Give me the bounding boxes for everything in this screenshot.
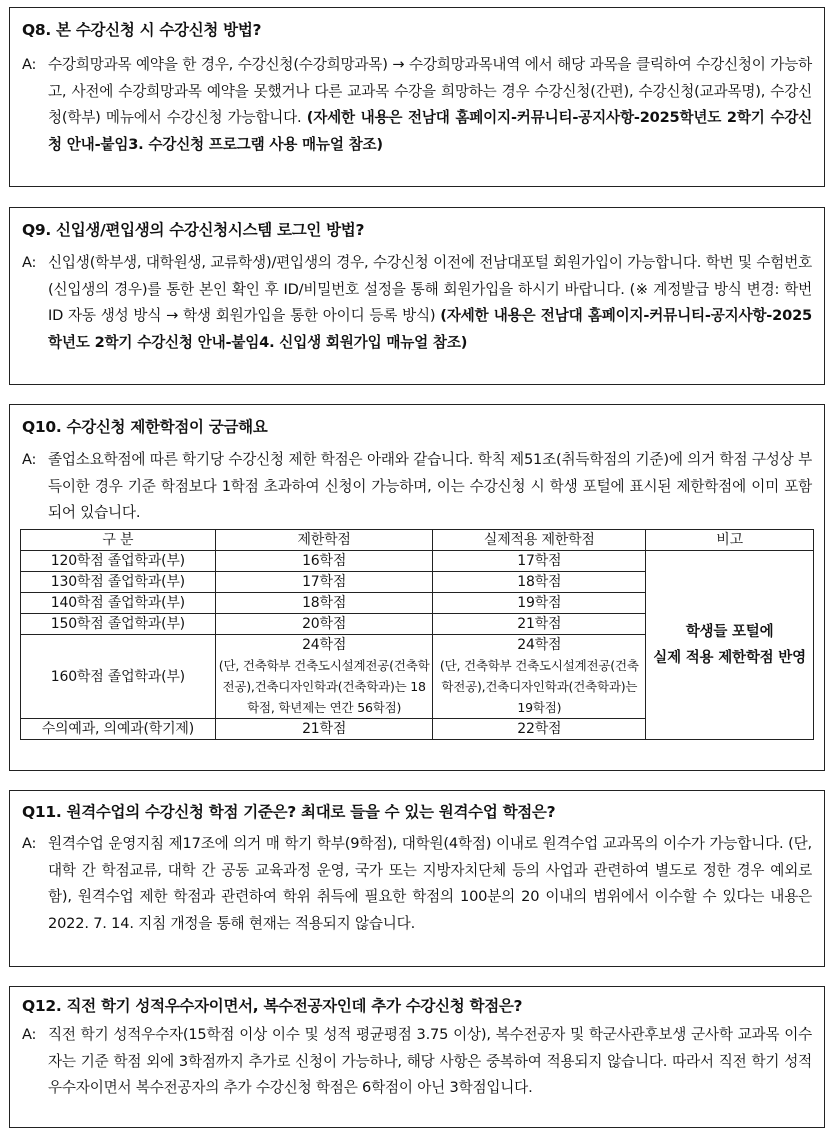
cell-applied: 17학점	[433, 551, 646, 572]
question-title: Q9. 신입생/편입생의 수강신청시스템 로그인 방법?	[22, 221, 365, 239]
cell-limit: 20학점	[215, 614, 433, 635]
answer-text: 원격수업 운영지침 제17조에 의거 매 학기 학부(9학점), 대학원(4학점) 이내로 원격수업 교과목의 이수가 가능합니다. (단, 대학 간 학점교류, 대학 간 공동 교육과정 운영, 국가 또는 지방자치단체 등의 사업과 관련하여 별도로 정한 경우 예외로 함), 원격수업 제한 학점과 관련하여 학위 취득에 필요한 학점의 100분의 20 이내의 범위에서 이수할 수 있다는 내용은 2022. 7. 14. 지침 개정을 통해 현재는 적용되지 않습니다.	[48, 835, 812, 932]
table-header-row	[21, 530, 814, 551]
faq-q11	[9, 790, 825, 967]
note-line: 학생들 포털에	[685, 624, 774, 640]
cell-limit: 21학점	[215, 719, 433, 740]
faq-q10	[9, 404, 825, 771]
answer-label: A:	[22, 56, 37, 73]
applied-exception: (단, 건축학부 건축도시설계전공(건축학전공),건축디자인학과(건축학과)는 19학점)	[439, 658, 639, 715]
table-row	[21, 551, 814, 572]
header-note: 비고	[646, 530, 814, 551]
answer-label: A:	[22, 835, 37, 852]
answer	[22, 447, 812, 527]
cell-category: 150학점 졸업학과(부)	[21, 614, 216, 635]
limit-value: 24학점	[302, 637, 347, 653]
cell-limit: 17학점	[215, 572, 433, 593]
cell-limit	[215, 635, 433, 719]
question-title: Q8. 본 수강신청 시 수강신청 방법?	[22, 21, 262, 39]
answer-label: A:	[22, 254, 37, 271]
cell-applied: 21학점	[433, 614, 646, 635]
answer	[22, 250, 812, 356]
faq-q9	[9, 207, 825, 385]
cell-applied: 19학점	[433, 593, 646, 614]
header-applied: 실제적용 제한학점	[433, 530, 646, 551]
faq-q8	[9, 7, 825, 187]
cell-category: 120학점 졸업학과(부)	[21, 551, 216, 572]
answer-label: A:	[22, 451, 37, 468]
question-title: Q11. 원격수업의 수강신청 학점 기준은? 최대로 들을 수 있는 원격수업 학점은?	[22, 803, 556, 821]
answer	[22, 1022, 812, 1102]
cell-category: 140학점 졸업학과(부)	[21, 593, 216, 614]
question-title: Q12. 직전 학기 성적우수자이면서, 복수전공자인데 추가 수강신청 학점은?	[22, 997, 523, 1015]
cell-applied: 22학점	[433, 719, 646, 740]
answer	[22, 831, 812, 937]
cell-note	[646, 551, 814, 740]
question-title: Q10. 수강신청 제한학점이 궁금해요	[22, 418, 268, 436]
cell-category: 130학점 졸업학과(부)	[21, 572, 216, 593]
header-limit: 제한학점	[215, 530, 433, 551]
faq-q12	[9, 986, 825, 1128]
answer	[22, 52, 812, 158]
cell-category: 수의예과, 의예과(학기제)	[21, 719, 216, 740]
reference-note: (자세한 내용은 전남대 홈페이지-커뮤니티-공지사항-2025학년도 2학기 수강신청 안내-붙임4. 신입생 회원가입 매뉴얼 참조)	[48, 307, 812, 351]
header-category: 구 분	[21, 530, 216, 551]
cell-category: 160학점 졸업학과(부)	[21, 635, 216, 719]
answer-text: 신입생(학부생, 대학원생, 교류학생)/편입생의 경우, 수강신청 이전에 전남대포털 회원가입이 가능합니다. 학번 및 수험번호(신입생의 경우)를 통한 본인 확인 후 ID/비밀번호 설정을 통해 회원가입을 하시기 바랍니다. (※ 계정발급 방식 변경: 학번 ID 자동 생성 방식 → 학생 회원가입을 통한 아이디 등록 방식)	[48, 254, 812, 324]
cell-applied: 18학점	[433, 572, 646, 593]
answer-text: 직전 학기 성적우수자(15학점 이상 이수 및 성적 평균평점 3.75 이상), 복수전공자 및 학군사관후보생 군사학 교과목 이수자는 기준 학점 외에 3학점까지 추가로 신청이 가능하나, 해당 사항은 중복하여 적용되지 않습니다. 따라서 직전 학기 성적우수자이면서 복수전공자의 추가 수강신청 학점은 6학점이 아닌 3학점입니다.	[48, 1026, 812, 1096]
cell-limit: 16학점	[215, 551, 433, 572]
reference-note: (자세한 내용은 전남대 홈페이지-커뮤니티-공지사항-2025학년도 2학기 수강신청 안내-붙임3. 수강신청 프로그램 사용 매뉴얼 참조)	[48, 109, 813, 153]
cell-limit: 18학점	[215, 593, 433, 614]
answer-text: 수강희망과목 예약을 한 경우, 수강신청(수강희망과목) → 수강희망과목내역 에서 해당 과목을 클릭하여 수강신청이 가능하고, 사전에 수강희망과목 예약을 못했거나 다른 교과목 수강을 희망하는 경우 수강신청(간편), 수강신청(교과목명), 수강신청(학부) 메뉴에서 수강신청 가능합니다.	[48, 56, 812, 126]
applied-value: 24학점	[517, 637, 562, 653]
credit-limit-table	[20, 529, 814, 740]
limit-exception: (단, 건축학부 건축도시설계전공(건축학전공),건축디자인학과(건축학과)는 18학점, 학년제는 연간 56학점)	[218, 658, 430, 715]
note-line: 실제 적용 제한학점 반영	[653, 650, 806, 666]
answer-label: A:	[22, 1026, 37, 1043]
cell-applied	[433, 635, 646, 719]
answer-text: 졸업소요학점에 따른 학기당 수강신청 제한 학점은 아래와 같습니다. 학칙 제51조(취득학점의 기준)에 의거 학점 구성상 부득이한 경우 기준 학점보다 1학점 초과하여 신청이 가능하며, 이는 수강신청 시 학생 포털에 표시된 제한학점에 이미 포함되어 있습니다.	[48, 451, 812, 521]
